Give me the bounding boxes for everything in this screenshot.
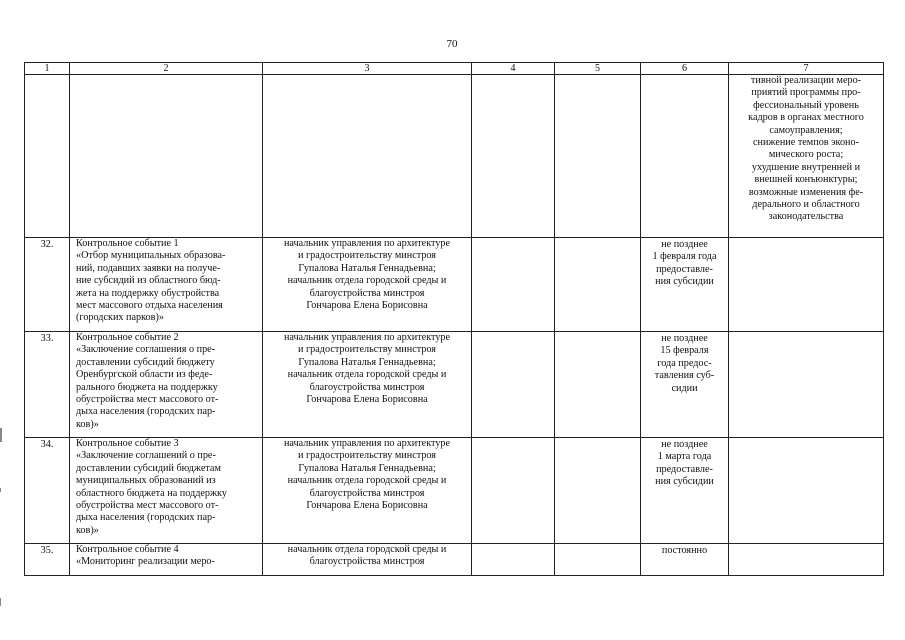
cell-deadline <box>641 75 729 238</box>
cell-text-line: Гупалова Наталья Геннадьевна; <box>298 462 436 474</box>
cell-text-line: фессиональный уровень <box>753 99 859 111</box>
cell-text-line: благоустройства минстроя <box>309 487 425 499</box>
cell-text-line: и градостроительству минстроя <box>298 450 436 462</box>
scan-margin-mark <box>0 428 2 442</box>
header-cell: 7 <box>729 63 884 75</box>
cell-text-line: ухудшение внутренней и <box>751 161 861 173</box>
cell-text-line: начальник отдела городской среды и <box>287 369 447 381</box>
cell-text-line: доставлении субсидий бюджету <box>76 356 215 368</box>
cell-col5 <box>555 544 641 576</box>
cell-text-line: Контрольное событие 2 <box>76 332 179 343</box>
cell-col5 <box>555 332 641 438</box>
cell-text-line: Гончарова Елена Борисовна <box>306 394 428 406</box>
cell-text-line: приятий программы про- <box>751 87 861 99</box>
cell-risks <box>729 544 884 576</box>
cell-risks <box>729 438 884 544</box>
cell-risks <box>729 238 884 332</box>
cell-col4 <box>472 332 555 438</box>
cell-text-line: дерального и областного <box>752 199 860 211</box>
cell-deadline <box>641 238 729 332</box>
header-row <box>25 63 884 75</box>
cell-text-line: возможные изменения фе- <box>748 186 864 198</box>
cell-text-line: дыха населения (городских пар- <box>76 512 216 524</box>
cell-text-line: областного бюджета на поддержку <box>76 487 227 499</box>
table-row <box>25 332 884 438</box>
cell-text-line: «Отбор муниципальных образова- <box>76 250 226 262</box>
cell-text-line: самоуправления; <box>769 124 843 136</box>
cell-text-line: начальник управления по архитектуре <box>283 238 451 249</box>
cell-text-line: Гупалова Наталья Геннадьевна; <box>298 262 436 274</box>
cell-text-line: 1 февраля года <box>652 251 717 263</box>
table-row <box>25 544 884 576</box>
cell-text-line: ния субсидии <box>655 476 714 488</box>
cell-text-line: муниципальных образований из <box>76 475 216 487</box>
cell-risks <box>729 75 884 238</box>
cell-text-line: предоставле- <box>656 463 713 475</box>
cell-text-line: рального бюджета на поддержку <box>76 381 218 393</box>
cell-text-line: благоустройства минстроя <box>309 381 425 393</box>
cell-num: 34. <box>25 438 70 544</box>
page-number: 70 <box>446 38 458 50</box>
scan-margin-mark <box>0 488 1 492</box>
cell-text-line: Гончарова Елена Борисовна <box>306 500 428 512</box>
cell-text-line: Гончарова Елена Борисовна <box>306 300 428 312</box>
cell-responsible <box>263 332 472 438</box>
cell-text-line: доставлении субсидий бюджетам <box>76 462 221 474</box>
cell-text-line: не позднее <box>661 239 708 250</box>
cell-text-line: дыха населения (городских пар- <box>76 406 216 418</box>
cell-text-line: благоустройства минстроя <box>309 287 425 299</box>
cell-text-line: внешней конъюнктуры; <box>754 174 858 186</box>
cell-col5 <box>555 438 641 544</box>
cell-text-line: года предос- <box>657 357 712 369</box>
cell-text-line: Контрольное событие 4 <box>76 544 179 555</box>
table-row <box>25 438 884 544</box>
cell-text-line: постоянно <box>661 545 708 556</box>
cell-text-line: и градостроительству минстроя <box>298 344 436 356</box>
cell-text-line: тивной реализации меро- <box>750 75 862 86</box>
cell-num: 32. <box>25 238 70 332</box>
cell-text-line: снижение темпов эконо- <box>753 137 859 149</box>
cell-text-line: обустройства мест массового от- <box>76 394 219 406</box>
header-cell: 2 <box>70 63 263 75</box>
cell-deadline <box>641 332 729 438</box>
cell-col5 <box>555 75 641 238</box>
cell-text-line: жета на поддержку обустройства <box>76 287 220 299</box>
cell-text-line: ний, подавших заявки на получе- <box>76 262 221 274</box>
cell-text-line: «Мониторинг реализации меро- <box>76 556 215 568</box>
cell-text-line: сидии <box>671 382 698 394</box>
cell-text-line: начальник управления по архитектуре <box>283 332 451 343</box>
cell-col4 <box>472 238 555 332</box>
cell-text-line: благоустройства минстроя <box>309 556 425 568</box>
cell-text-line: обустройства мест массового от- <box>76 500 219 512</box>
cell-text-line: не позднее <box>661 439 708 450</box>
scan-margin-mark <box>0 598 1 606</box>
cell-text-line: начальник отдела городской среды и <box>287 475 447 487</box>
cell-text-line: и градостроительству минстроя <box>298 250 436 262</box>
cell-responsible <box>263 438 472 544</box>
cell-text-line: Контрольное событие 3 <box>76 438 179 449</box>
cell-num: 35. <box>25 544 70 576</box>
cell-text-line: мест массового отдыха населения <box>76 300 223 312</box>
cell-text-line: начальник управления по архитектуре <box>283 438 451 449</box>
cell-text-line: начальник отдела городской среды и <box>287 275 447 287</box>
cell-event <box>70 75 263 238</box>
table-row-continuation <box>25 75 884 238</box>
cell-text-line: начальник отдела городской среды и <box>287 544 447 555</box>
cell-text-line: законодательства <box>768 211 844 223</box>
cell-responsible <box>263 238 472 332</box>
cell-text-line: «Заключение соглашений о пре- <box>76 450 216 462</box>
cell-text-line: не позднее <box>661 333 708 344</box>
cell-text-line: предоставле- <box>656 263 713 275</box>
cell-num: 33. <box>25 332 70 438</box>
cell-deadline <box>641 544 729 576</box>
cell-event <box>70 332 263 438</box>
cell-text-line: (городских парков)» <box>76 312 164 324</box>
cell-text-line: 1 марта года <box>657 451 712 463</box>
cell-event <box>70 238 263 332</box>
cell-col4 <box>472 438 555 544</box>
cell-text-line: ков)» <box>76 418 99 430</box>
cell-text-line: ния субсидии <box>655 276 714 288</box>
cell-col4 <box>472 75 555 238</box>
header-cell: 6 <box>641 63 729 75</box>
cell-text-line: ков)» <box>76 524 99 536</box>
cell-text-line: Гупалова Наталья Геннадьевна; <box>298 356 436 368</box>
header-cell: 5 <box>555 63 641 75</box>
cell-responsible <box>263 75 472 238</box>
cell-col5 <box>555 238 641 332</box>
cell-col4 <box>472 544 555 576</box>
cell-text-line: Контрольное событие 1 <box>76 238 179 249</box>
header-cell: 1 <box>25 63 70 75</box>
cell-deadline <box>641 438 729 544</box>
cell-text-line: кадров в органах местного <box>748 112 864 124</box>
header-cell: 4 <box>472 63 555 75</box>
activities-table <box>24 62 884 576</box>
cell-text-line: «Заключение соглашения о пре- <box>76 344 216 356</box>
cell-risks <box>729 332 884 438</box>
table-row <box>25 238 884 332</box>
cell-text-line: 15 февраля <box>660 345 709 357</box>
cell-text-line: мического роста; <box>768 149 844 161</box>
header-cell: 3 <box>263 63 472 75</box>
cell-event <box>70 544 263 576</box>
cell-text-line: тавления суб- <box>654 370 715 382</box>
cell-responsible <box>263 544 472 576</box>
cell-event <box>70 438 263 544</box>
cell-text-line: ние субсидий из областного бюд- <box>76 275 221 287</box>
cell-num <box>25 75 70 238</box>
cell-text-line: Оренбургской области из феде- <box>76 369 213 381</box>
